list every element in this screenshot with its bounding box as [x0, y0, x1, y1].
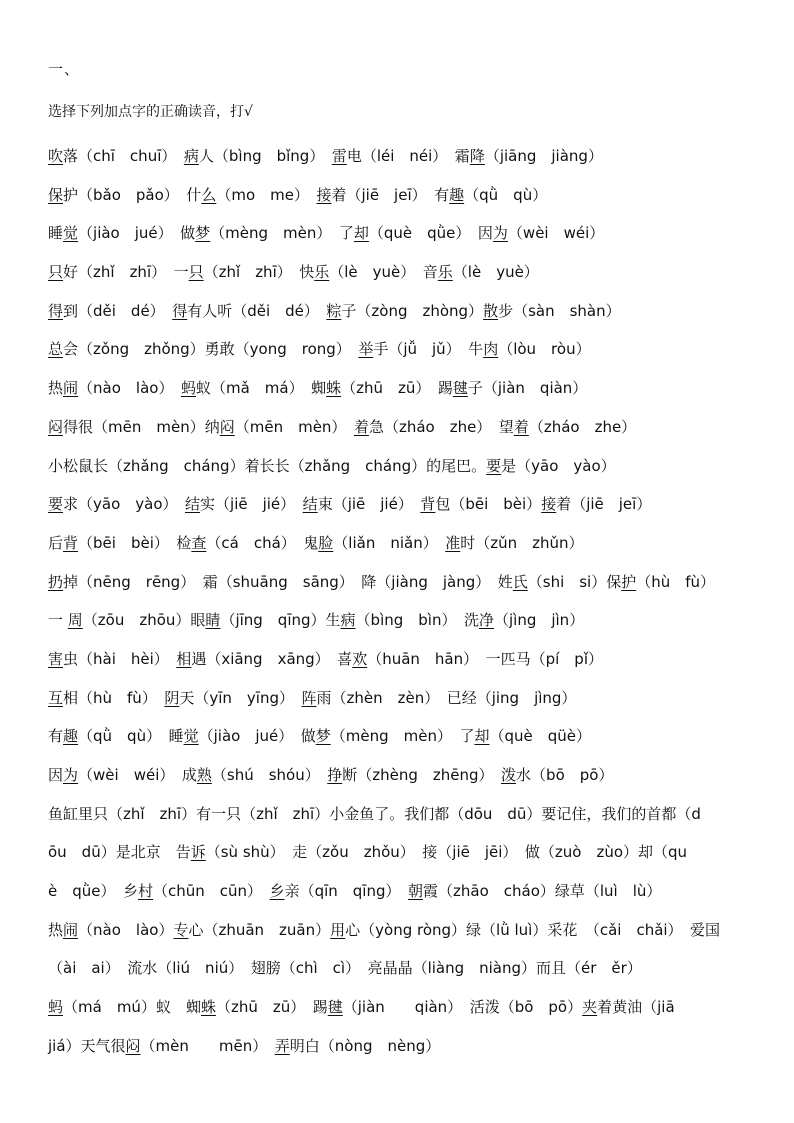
- exercise-line: 有趣（qǜ qù） 睡觉（jiào jué） 做梦（mèng mèn） 了却（què qüè）: [48, 727, 591, 746]
- exercise-line: 要求（yāo yào） 结实（jiē jié） 结束（jiē jié） 背包（bēi bèi）接着（jiē jeī）: [48, 495, 652, 514]
- exercise-line: 鱼缸里只（zhǐ zhī）有一只（zhǐ zhī）小金鱼了。我们都（dōu dū）要记住，我们的首都（d: [48, 804, 701, 823]
- exercise-line: ōu dū）是北京 告诉（sù shù） 走（zǒu zhǒu） 接（jiē jēi） 做（zuò zùo）却（qu: [48, 843, 688, 862]
- section-number: 一、: [48, 60, 81, 78]
- exercise-line: （ài ai） 流水（liú niú） 翅膀（chì cì） 亮晶晶（liàng niàng）而且（ér ěr）: [48, 959, 642, 978]
- exercise-line: 小松鼠长（zhǎng cháng）着长长（zhǎng cháng）的尾巴。要是（yāo yào）: [48, 456, 616, 475]
- exercise-line: 一 周（zōu zhōu）眼睛（jīng qīng）生病（bìng bìn） 洗净（jìng jìn）: [48, 611, 585, 630]
- exercise-line: 热闹（nào lào） 蚂蚁（mǎ má） 蜘蛛（zhū zū） 踢毽子（jiàn qiàn）: [48, 379, 588, 398]
- exercise-line: 只好（zhǐ zhī） 一只（zhǐ zhī） 快乐（lè yuè） 音乐（lè yuè）: [48, 263, 539, 282]
- exercise-line: 保护（bǎo pǎo） 什么（mo me） 接着（jiē jeī） 有趣（qǜ qù）: [48, 185, 548, 204]
- instruction-text: 选择下列加点字的正确读音，打√: [48, 104, 253, 120]
- exercise-line: 互相（hù fù） 阴天（yīn yīng） 阵雨（zhèn zèn） 已经（jing jìng）: [48, 688, 577, 707]
- exercise-lines: [48, 143, 760, 1072]
- exercise-line: 害虫（hài hèi） 相遇（xiāng xāng） 喜欢（huān hān） 一匹马（pí pǐ）: [48, 649, 604, 668]
- exercise-line: 得到（děi dé） 得有人听（děi dé） 粽子（zòng zhòng）散步（sàn shàn）: [48, 301, 621, 320]
- exercise-line: 吹落（chī chuī） 病人（bìng bǐng） 雷电（léi néi） 霜降（jiāng jiàng）: [48, 147, 603, 165]
- exercise-line: 睡觉（jiào jué） 做梦（mèng mèn） 了却（què qǜe） 因为（wèi wéi）: [48, 224, 605, 243]
- exercise-line: 热闹（nào lào）专心（zhuān zuān）用心（yòng ròng）绿（lǜ luì）采花 （cǎi chǎi） 爱国: [48, 920, 721, 939]
- exercise-line: 蚂（má mú）蚁 蜘蛛（zhū zū） 踢毽（jiàn qiàn） 活泼（bō pō）夹着黄油（jiā: [48, 998, 675, 1017]
- exercise-line: 闷得很（mēn mèn）纳闷（mēn mèn） 着急（zháo zhe） 望着（zháo zhe）: [48, 417, 637, 436]
- exercise-line: 总会（zǒng zhǒng）勇敢（yong rong） 举手（jǚ jǔ） 牛肉（lòu ròu）: [48, 340, 591, 359]
- exercise-line: 因为（wèi wéi） 成熟（shú shóu） 挣断（zhèng zhēng） 泼水（bō pō）: [48, 766, 614, 784]
- exercise-line: 扔掉（nēng rēng） 霜（shuāng sāng） 降（jiàng jàng） 姓氏（shi si）保护（hù fù）: [48, 572, 716, 591]
- exercise-line: 后背（bēi bèi） 检查（cá chá） 鬼脸（liǎn niǎn） 准时（zǔn zhǔn）: [48, 533, 584, 552]
- exercise-line: è qǜe） 乡村（chūn cūn） 乡亲（qīn qīng） 朝霞（zhāo cháo）绿草（luì lù）: [48, 882, 662, 901]
- exercise-line: jiá）天气很闷（mèn mēn） 弄明白（nòng nèng）: [48, 1036, 441, 1055]
